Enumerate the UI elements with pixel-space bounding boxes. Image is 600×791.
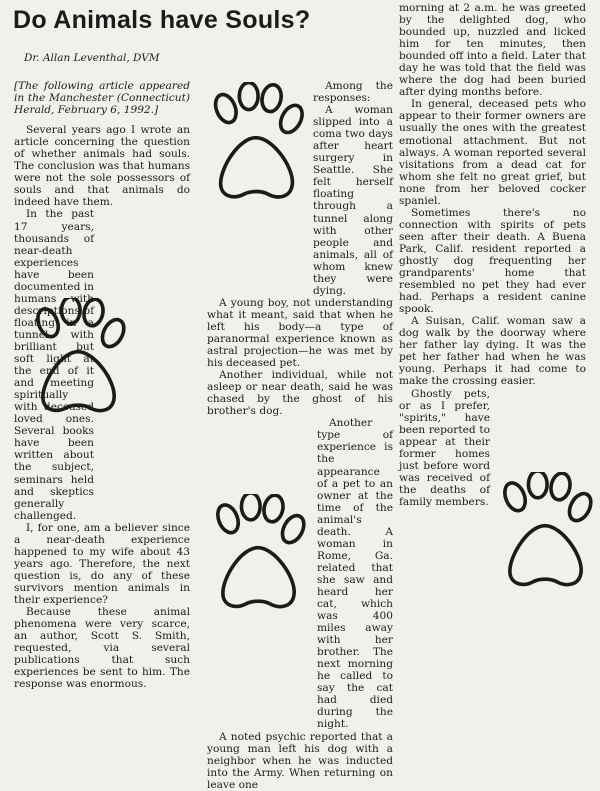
column-3 [399,2,586,508]
paragraph: Because these animal phenomena were very scarce, an author, Scott S. Smith, requested, via several publications that such experiences be sent to him. The response was enormous. [14,606,190,691]
article-title: Do Animals have Souls? [13,6,311,34]
paragraph: In the past 17 years, thousands of near-death experiences have been documented in humans with descriptions of floating in a tunnel with brilliant but soft light at the end of it and meeting spiritually with deceased loved ones. Several books have been written about the subject, seminars held and skeptics generally challenged. [14,208,94,522]
paragraph: A young boy, not understanding what it meant, said that when he left his body—a type of paranormal experience known as astral projection—he was met by his deceased pet. [207,296,393,370]
paw-print-icon [206,494,310,618]
paragraph: Sometimes there's no connection with spirits of pets seen after their death. A Buena Park, Calif. resident reported a ghostly dog frequenting her grandparents' home that resembled no pet they had ever had. Perhaps a resident canine spook. [399,206,586,316]
paragraph: Another individual, while not asleep or near death, said he was chased by the ghost of his brother's dog. [207,369,393,418]
paragraph: Another type of experience is the appearance of a pet to an owner at the time of the animal's death. A woman in Rome, Ga. related that she saw and heard her cat, which was 400 miles away with her brother. The next morning he called to say the cat had died during the night. [317,417,393,731]
paragraph: In general, deceased pets who appear to their former owners are usually the ones with the greatest emotional attachment. But not always. A woman reported several visitations from a dead cat for whom she felt no great grief, but none from her beloved cocker spaniel. [399,98,586,207]
paw-print-icon [204,82,308,210]
paragraph: Among the responses: [313,80,393,105]
paragraph: morning at 2 a.m. he was greeted by the delighted dog, who bounded up, nuzzled and licked him for ten minutes, then bounded off into a field. Later that day he was told that the field was where the dog had been buried after dying months before. [399,2,586,99]
paragraph: I, for one, am a believer since a near-death experience happened to my wife about 43 years ago. Therefore, the next question is, do any of these survivors mention animals in their experience? [14,521,190,606]
paragraph: A Suisan, Calif. woman saw a dog walk by the doorway where her father lay dying. It was the pet her father had when he was young. Perhaps it had come to make the crossing easier. [399,315,586,388]
paragraph: A noted psychic reported that a young man left his dog with a neighbor when he was inducted into the Army. When returning on leave one [207,730,393,791]
paragraph: Ghostly pets, or as I prefer, "spirits," have been reported to appear at their former homes just before word was received of the deaths of family members. [399,387,490,508]
source-note: [The following article appeared in the Manchester (Connecticut) Herald, February 6, 1992.] [14,80,190,117]
article-author: Dr. Allan Leventhal, DVM [24,52,160,64]
paw-print-icon [493,472,597,596]
paragraph: Several years ago I wrote an article concerning the question of whether animals had souls. The conclusion was that humans were not the sole possessors of souls and that animals do indeed have them. [14,124,190,209]
paragraph: A woman slipped into a coma two days after heart surgery in Seattle. She felt herself floating through a tunnel along with other people and animals, all of whom knew they were dying. [313,104,393,297]
paw-print-icon [26,298,130,422]
